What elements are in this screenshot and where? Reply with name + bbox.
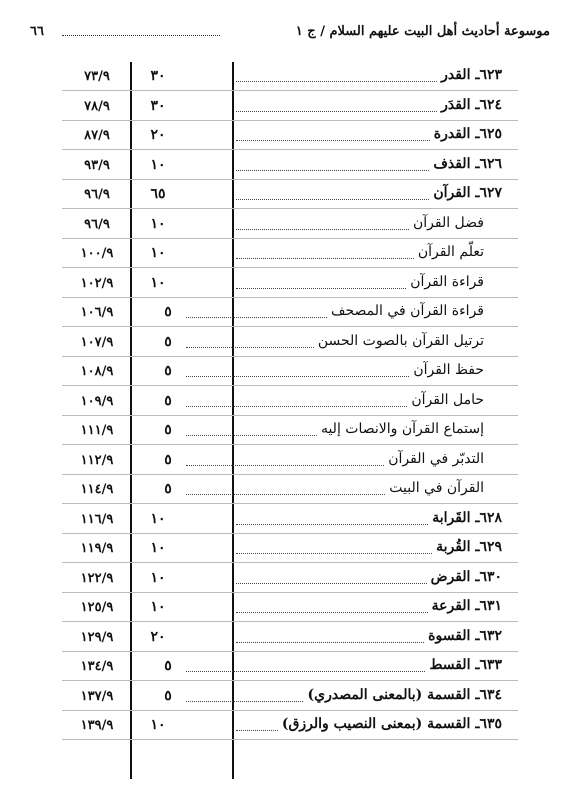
page-reference: ٩٦/٩ [84,216,110,232]
page-reference: ١٠٩/٩ [80,393,114,409]
hadith-count: ٥ [164,658,172,674]
page-reference: ١٠٦/٩ [80,305,114,320]
leader-dots [236,642,424,643]
entry-title: ٦٢٣ـ القدر [441,67,502,83]
hadith-count: ٥ [164,392,172,409]
index-row [0,711,580,740]
hadith-count: ٢٠ [150,127,166,143]
leader-dots [236,612,428,613]
index-row [0,180,580,209]
hadith-count: ١٠ [150,599,166,615]
page-reference: ١٢٢/٩ [80,570,114,586]
entry-title: تعلّم القرآن [417,244,484,260]
page-header [30,22,550,46]
hadith-count: ٥ [164,363,172,379]
index-row [0,239,580,268]
entry-title: فضل القرآن [412,214,484,231]
page-reference: ١٢٥/٩ [80,600,114,615]
index-row [0,387,580,416]
index-row [0,298,580,327]
hadith-count: ١٠ [150,156,166,173]
leader-dots [186,376,409,377]
leader-dots [236,258,414,259]
page-reference: ٧٣/٩ [84,69,110,84]
entry-title: ٦٢٤ـ القدَر [441,96,502,113]
index-row [0,505,580,534]
page-reference: ٩٦/٩ [84,187,110,202]
leader-dots [186,347,314,348]
page-reference: ١١٩/٩ [80,541,114,556]
entry-title: قراءة القرآن في المصحف [331,303,484,319]
header-leader-dots [62,35,220,36]
leader-dots [186,435,317,436]
entry-title: ٦٢٩ـ القُربة [436,539,502,555]
page-reference: ٩٣/٩ [84,157,110,173]
leader-dots [236,199,429,200]
entry-title: حفظ القرآن [413,362,484,378]
page-reference: ١٣٩/٩ [80,718,114,733]
leader-dots [186,406,407,407]
entry-title: ٦٣٥ـ القسمة (بمعنى النصيب والرزق) [281,716,502,732]
page-reference: ١٣٧/٩ [80,688,114,704]
entry-title: القرآن في البيت [389,480,484,496]
hadith-count: ٣٠ [150,97,166,114]
hadith-count: ٥ [164,451,172,468]
entry-title: قراءة القرآن [410,273,484,290]
index-row [0,593,580,622]
index-row [0,416,580,445]
leader-dots [236,81,437,82]
page-reference: ١٠٢/٩ [80,275,114,291]
hadith-count: ١٠ [150,717,166,733]
leader-dots [186,494,385,495]
leader-dots [236,524,428,525]
leader-dots [236,111,437,112]
page-reference: ١٠٠/٩ [80,246,114,261]
hadith-count: ١٠ [150,540,166,556]
leader-dots [236,140,430,141]
hadith-count: ١٠ [150,274,166,291]
leader-dots [186,671,425,672]
page-reference: ١١٢/٩ [80,452,114,468]
hadith-count: ٥ [164,481,172,497]
hadith-count: ٢٠ [150,628,166,645]
hadith-count: ١٠ [150,510,166,527]
leader-dots [236,553,432,554]
leader-dots [186,317,327,318]
page-number: ٦٦ [30,24,44,39]
leader-dots [236,170,429,171]
index-row [0,92,580,121]
entry-title: ٦٢٦ـ القذف [433,155,502,172]
leader-dots [186,701,303,702]
entry-title: إستماع القرآن والانصات إليه [320,421,484,437]
page-reference: ١١٤/٩ [80,482,114,497]
page-reference: ٨٧/٩ [84,128,110,143]
hadith-count: ١٠ [150,215,166,232]
index-row [0,475,580,504]
index-row [0,151,580,180]
entry-title: ٦٢٨ـ القَرابة [432,509,502,526]
hadith-count: ٦٥ [150,186,166,202]
page-reference: ٧٨/٩ [84,98,110,114]
index-row [0,121,580,150]
entry-title: ٦٣١ـ القرعة [431,598,502,614]
index-row [0,269,580,298]
page-reference: ١٠٨/٩ [80,364,114,379]
running-title: موسوعة أحاديث أهل البيت عليهم السلام / ج ١ [295,24,550,39]
entry-title: ٦٢٧ـ القرآن [433,185,502,201]
leader-dots [186,465,384,466]
leader-dots [236,288,406,289]
index-row [0,210,580,239]
entry-title: ٦٣٢ـ القسوة [428,627,502,644]
entry-title: ٦٣٣ـ القسط [429,657,502,673]
leader-dots [236,583,427,584]
leader-dots [236,229,409,230]
hadith-count: ١٠ [150,245,166,261]
index-row [0,534,580,563]
page-reference: ١٣٤/٩ [80,659,114,674]
entry-title: حامل القرآن [411,391,484,408]
page-reference: ١٢٩/٩ [80,629,114,645]
index-row [0,682,580,711]
entry-title: ٦٣٠ـ القرض [430,568,502,585]
index-row [0,62,580,91]
index-row [0,446,580,475]
hadith-count: ٥ [164,422,172,438]
hadith-count: ٣٠ [150,68,166,84]
page-reference: ١١٦/٩ [80,511,114,527]
page-reference: ١٠٧/٩ [80,334,114,350]
index-row [0,328,580,357]
entry-title: التدبّر في القرآن [388,450,484,467]
entry-title: ترتيل القرآن بالصوت الحسن [317,332,484,349]
row-rule [62,739,518,740]
entry-title: ٦٣٤ـ القسمة (بالمعنى المصدري) [307,686,502,703]
hadith-count: ١٠ [150,569,166,586]
entry-title: ٦٢٥ـ القدرة [433,126,502,142]
page-reference: ١١١/٩ [80,423,114,438]
hadith-count: ٥ [164,304,172,320]
index-row [0,652,580,681]
index-row [0,623,580,652]
hadith-count: ٥ [164,333,172,350]
leader-dots [236,730,278,731]
hadith-count: ٥ [164,687,172,704]
index-row [0,357,580,386]
index-row [0,564,580,593]
